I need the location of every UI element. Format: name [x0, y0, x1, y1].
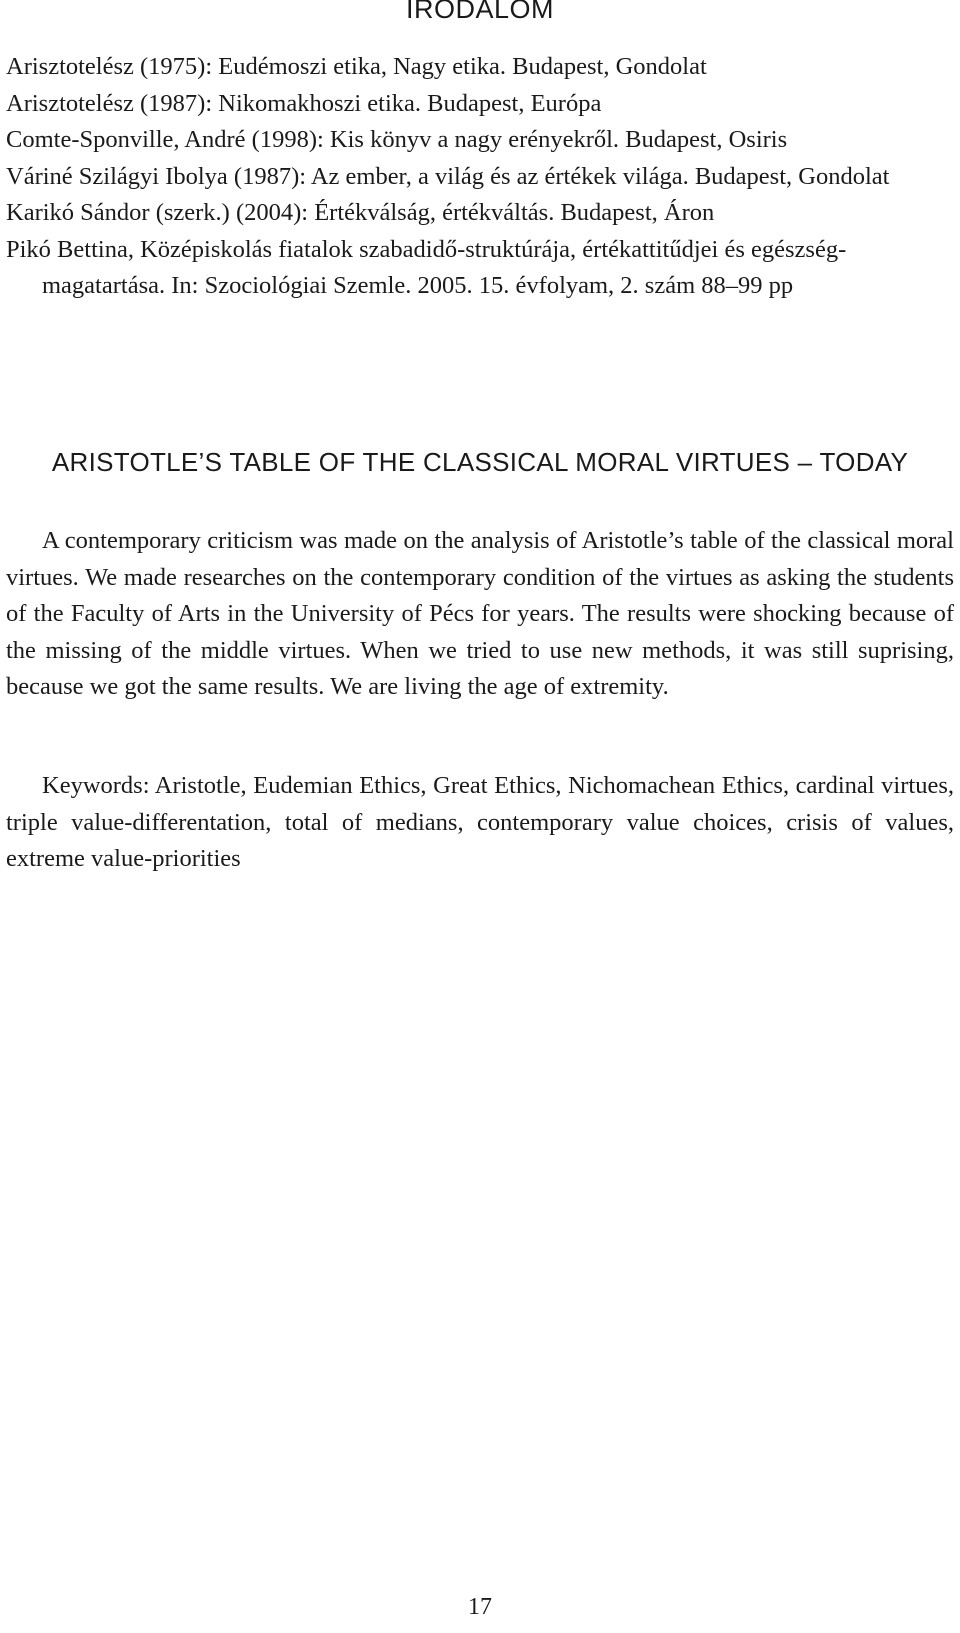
reference-item: Arisztotelész (1975): Eudémoszi etika, Nagy etika. Budapest, Gondolat — [6, 53, 707, 80]
reference-list — [6, 49, 954, 305]
reference-item: Pikó Bettina, Középiskolás fiatalok szabadidő-struktúrája, értékattitűdjei és egészségmagatartása. In: Szociológiai Szemle. 2005. 15. évfolyam, 2. szám 88–99 pp — [6, 235, 847, 299]
abstract-paragraph: A contemporary criticism was made on the analysis of Aristotle’s table of the classical moral virtues. We made researches on the contemporary condition of the virtues as asking the students of the Faculty of Arts in the University of Pécs for years. The results were shocking because of the missing of the middle virtues. When we tried to use new methods, it was still suprising, because we got the same results. We are living the age of extremity. — [6, 527, 954, 700]
page-number: 17 — [468, 1594, 492, 1620]
page-heading: IRODALOM — [405, 0, 555, 24]
reference-item: Váriné Szilágyi Ibolya (1987): Az ember, a világ és az értékek világa. Budapest, Gondolat — [6, 162, 890, 190]
reference-item: Karikó Sándor (szerk.) (2004): Értékválság, értékváltás. Budapest, Áron — [6, 199, 715, 226]
keywords-paragraph: Keywords: Aristotle, Eudemian Ethics, Great Ethics, Nichomachean Ethics, cardinal virtues, triple value-differentation, total of medians, contemporary value choices, crisis of values, extreme value-priorities — [6, 772, 954, 872]
reference-item: Comte-Sponville, André (1998): Kis könyv a nagy erényekről. Budapest, Osiris — [6, 126, 788, 153]
abstract-title: ARISTOTLE’S TABLE OF THE CLASSICAL MORAL VIRTUES – TODAY — [51, 447, 909, 477]
reference-item: Arisztotelész (1987): Nikomakhoszi etika. Budapest, Európa — [6, 89, 602, 117]
